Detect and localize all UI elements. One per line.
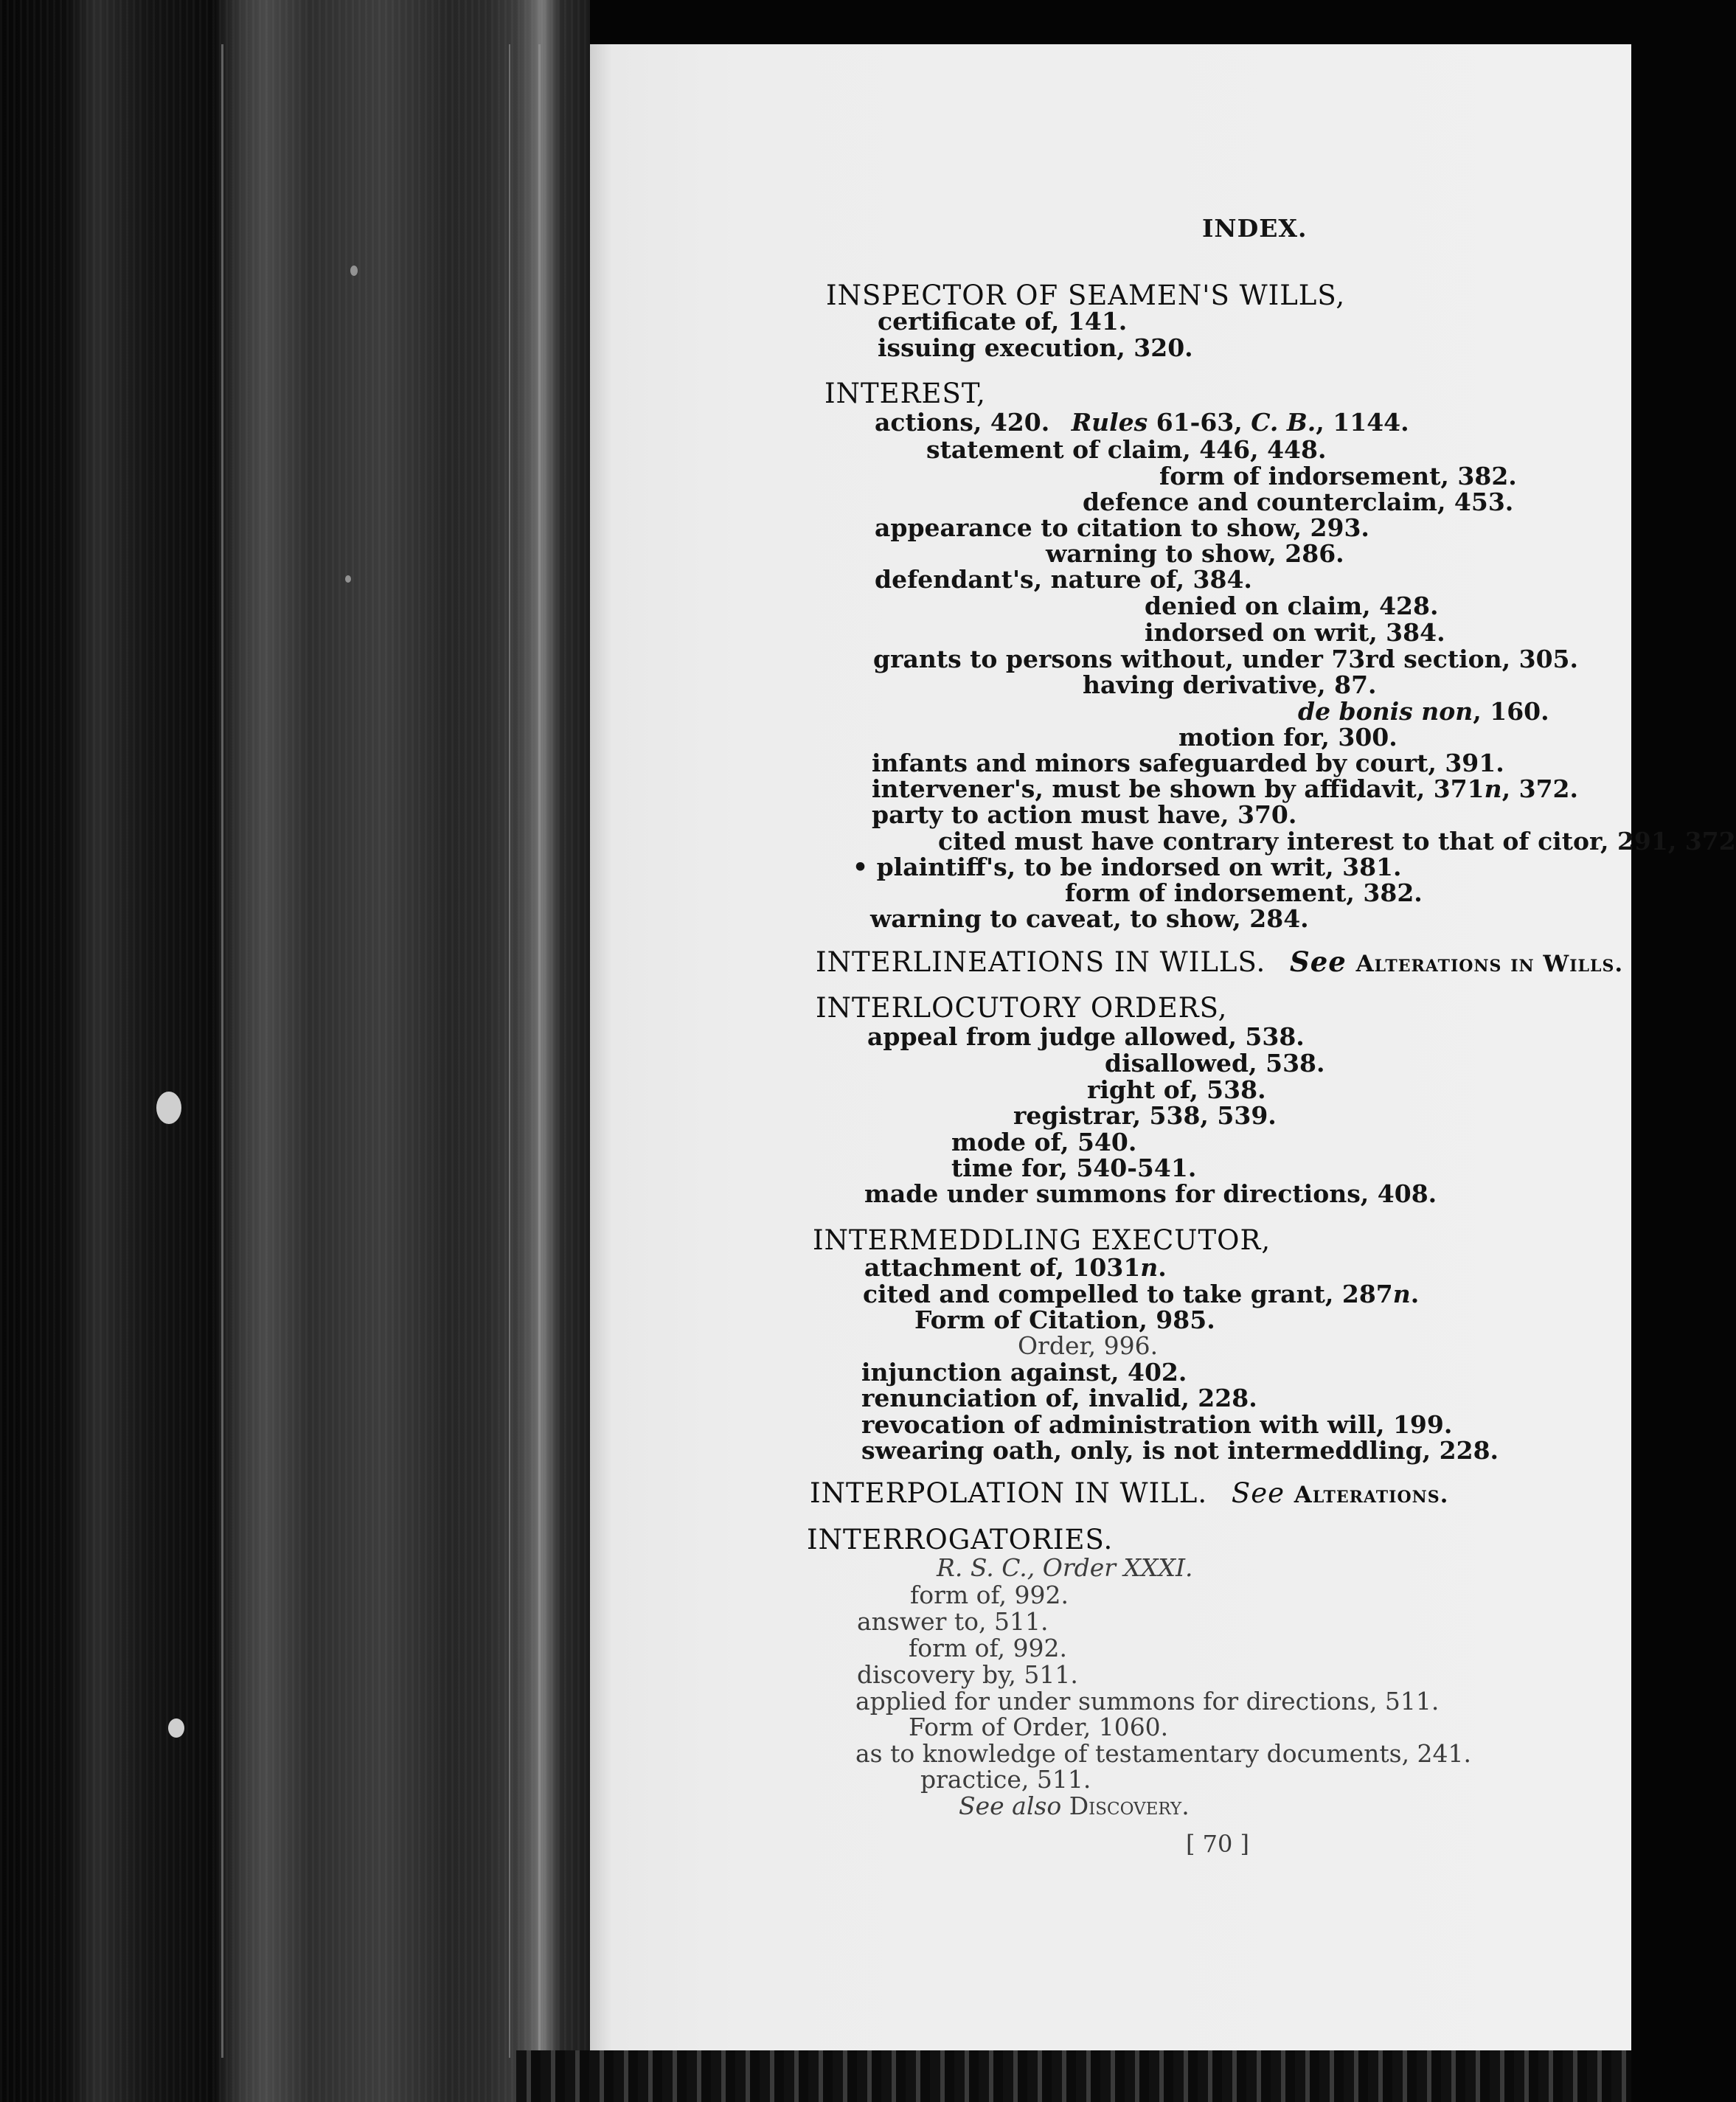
entry-heading: INTERMEDDLING EXECUTOR, [813, 1224, 1271, 1256]
sub-entry: cited must have contrary interest to that of citor, 291, 372 [938, 827, 1736, 856]
sub-entry: revocation of administration with will, 199. [861, 1410, 1453, 1439]
entry-heading: INTERROGATORIES. [807, 1524, 1114, 1555]
book-spine [0, 0, 590, 2102]
sub-entry: certificate of, 141. [878, 307, 1128, 336]
sub-entry: discovery by, 511. [857, 1660, 1078, 1689]
sub-entry: warning to show, 286. [1046, 539, 1344, 568]
sub-entry: R. S. C., Order XXXI. [937, 1553, 1193, 1582]
page-edge-line [538, 44, 541, 2058]
dust-speck [156, 1092, 181, 1124]
page-edge-line [509, 44, 510, 2058]
page-number: [ 70 ] [1186, 1830, 1250, 1858]
sub-entry: warning to caveat, to show, 284. [870, 904, 1309, 933]
sub-entry: indorsed on writ, 384. [1145, 618, 1445, 647]
sub-entry: renunciation of, invalid, 228. [861, 1384, 1257, 1412]
sub-entry: Form of Citation, 985. [914, 1305, 1215, 1334]
sub-entry: Form of Order, 1060. [909, 1713, 1169, 1741]
sub-entry: form of, 992. [909, 1634, 1067, 1662]
sub-entry: form of, 992. [910, 1581, 1069, 1609]
sub-entry: having derivative, 87. [1083, 670, 1377, 699]
sub-entry: practice, 511. [920, 1765, 1091, 1794]
sub-entry: time for, 540-541. [951, 1154, 1197, 1182]
sub-entry: as to knowledge of testamentary documents, 241. [855, 1739, 1472, 1768]
sub-entry: injunction against, 402. [861, 1358, 1187, 1387]
sub-entry: swearing oath, only, is not intermeddling, 228. [861, 1436, 1499, 1465]
sub-entry: right of, 538. [1087, 1075, 1266, 1104]
sub-entry: denied on claim, 428. [1145, 592, 1439, 620]
sub-entry: infants and minors safeguarded by court, 391. [872, 749, 1504, 777]
sub-entry: cited and compelled to take grant, 287n. [863, 1280, 1420, 1308]
sub-entry: attachment of, 1031n. [864, 1253, 1167, 1282]
sub-entry: defendant's, nature of, 384. [875, 565, 1252, 594]
page-edge-line [221, 44, 223, 2058]
entry-heading: INTERLOCUTORY ORDERS, [816, 992, 1228, 1024]
page-title: INDEX. [1202, 214, 1308, 243]
sub-entry: form of indorsement, 382. [1159, 462, 1517, 490]
sub-entry: intervener's, must be shown by affidavit, 371n, 372. [872, 774, 1578, 803]
dust-speck [345, 575, 351, 583]
entry-heading: INTEREST, [824, 378, 986, 409]
sub-entry: party to action must have, 370. [872, 800, 1297, 829]
sub-entry: answer to, 511. [857, 1607, 1049, 1636]
sub-entry: applied for under summons for directions, 511. [855, 1687, 1440, 1716]
sub-entry: See also Discovery. [959, 1791, 1190, 1820]
sub-entry: form of indorsement, 382. [1065, 878, 1423, 907]
sub-entry: disallowed, 538. [1105, 1049, 1325, 1078]
sub-entry: de bonis non, 160. [1298, 697, 1549, 726]
sub-entry: made under summons for directions, 408. [864, 1179, 1437, 1208]
page-bottom-edge [516, 2050, 1631, 2102]
sub-entry: actions, 420. Rules 61-63, C. B., 1144. [875, 408, 1409, 437]
dust-speck [168, 1718, 184, 1738]
sub-entry: registrar, 538, 539. [1013, 1101, 1277, 1130]
entry-heading: INSPECTOR OF SEAMEN'S WILLS, [826, 280, 1346, 311]
sub-entry: mode of, 540. [951, 1128, 1137, 1156]
sub-entry: • plaintiff's, to be indorsed on writ, 381. [853, 853, 1402, 881]
sub-entry: statement of claim, 446, 448. [926, 435, 1327, 464]
sub-entry: defence and counterclaim, 453. [1083, 488, 1514, 516]
sub-entry: issuing execution, 320. [878, 333, 1193, 362]
dust-speck [350, 266, 358, 276]
sub-entry: appeal from judge allowed, 538. [867, 1022, 1305, 1051]
sub-entry: Order, 996. [1018, 1331, 1159, 1360]
sub-entry: grants to persons without, under 73rd section, 305. [873, 645, 1579, 673]
entry-heading: INTERLINEATIONS IN WILLS. See Alterations in Wills. [816, 946, 1624, 978]
sub-entry: appearance to citation to show, 293. [875, 513, 1369, 542]
sub-entry: motion for, 300. [1178, 723, 1398, 752]
entry-heading: INTERPOLATION IN WILL. See Alterations. [810, 1477, 1449, 1509]
